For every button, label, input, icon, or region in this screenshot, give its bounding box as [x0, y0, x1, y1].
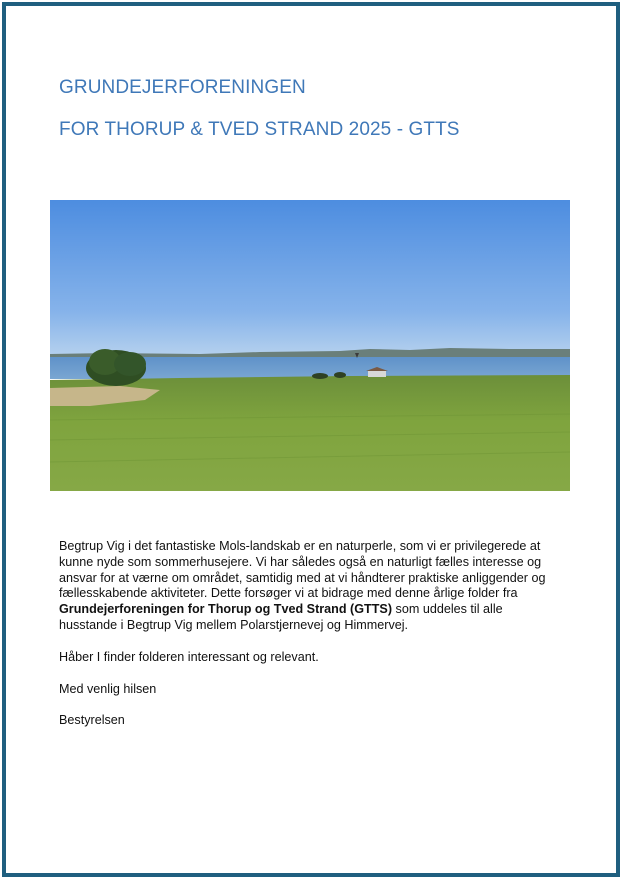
intro-paragraph — [59, 539, 564, 634]
landscape-photo — [50, 200, 570, 491]
title-line-1: GRUNDEJERFORENINGEN — [59, 77, 306, 98]
association-name: Grundejerforeningen for Thorup og Tved Strand (GTTS) — [59, 602, 393, 617]
body-text — [59, 539, 564, 729]
signature-line: Bestyrelsen — [59, 713, 125, 728]
sky — [50, 200, 570, 360]
hope-line: Håber I finder folderen interessant og relevant. — [59, 649, 319, 664]
landscape-photo-icon — [50, 200, 570, 491]
tree — [86, 349, 146, 386]
title-line-2: FOR THORUP & TVED STRAND 2025 - GTTS — [59, 119, 460, 140]
intro-text-1: Begtrup Vig i det fantastiske Mols-landskab er en naturperle, som vi er privilegerede at kunne nyde som sommerhusejere. Vi har således også en naturligt fælles interesse og ansvar for at værne om området, samtidig med at vi håndterer praktiske anliggender og fællesskabende aktiviteter. Dette forsøger vi at bidrage med denne årlige folder fra — [59, 539, 546, 601]
greeting-line: Med venlig hilsen — [59, 681, 157, 696]
intro-text-2: som uddeles til alle husstande i Begtrup Vig mellem Polarstjernevej og Himmervej. — [59, 602, 503, 632]
